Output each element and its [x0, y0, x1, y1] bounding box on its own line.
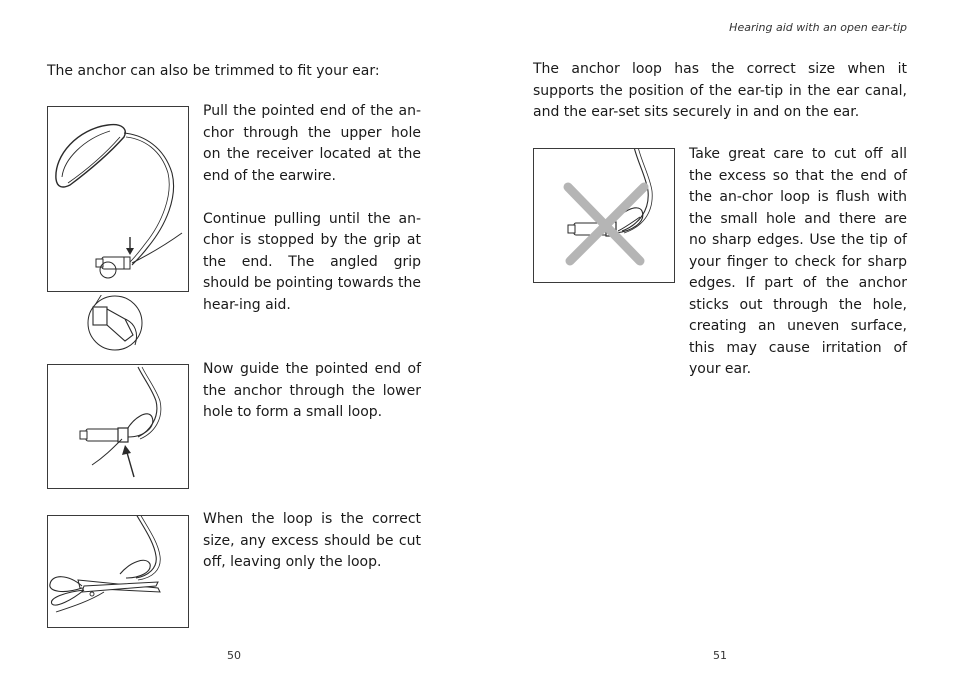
- receiver-zoom-illustration: [85, 295, 145, 353]
- step1-paragraph-1: Pull the pointed end of the an-chor through the upper hole on the receiver located at the end of the earwire.: [203, 103, 421, 184]
- crossed-out-loop-illustration: [534, 149, 674, 282]
- step1-paragraph-2: Continue pulling until the an-chor is stopped by the grip at the end. The angled grip should be pointing towards the hear-ing aid.: [203, 210, 421, 313]
- figure-cut-excess: [47, 515, 189, 628]
- anchor-loop-illustration: [48, 365, 188, 488]
- zoom-detail-circle: [85, 295, 145, 353]
- figure-incorrect-cut: [533, 148, 675, 283]
- left-page-number: 50: [227, 649, 241, 662]
- step1-text: [203, 101, 421, 316]
- step4-text: Take great care to cut off all the excess so that the end of the an-chor loop is flush with the small hole and there are no sharp edges. Use the tip of your finger to check for sharp edges. If part of the anchor sticks out through the hole, creating an uneven surface, this may cause irritation of your ear.: [689, 146, 907, 377]
- hearing-aid-illustration: [48, 107, 188, 291]
- running-header: Hearing aid with an open ear-tip: [729, 21, 907, 34]
- scissors-cutting-illustration: [48, 516, 188, 627]
- right-page-number: 51: [713, 649, 727, 662]
- right-intro-text: The anchor loop has the correct size when it supports the position of the ear-tip in the ear canal, and the ear-set sits securely in and on the ear.: [533, 61, 907, 120]
- step2-text: Now guide the pointed end of the anchor through the lower hole to form a small loop.: [203, 361, 421, 420]
- figure-pull-anchor: [47, 106, 189, 292]
- figure-form-loop: [47, 364, 189, 489]
- left-intro-text: The anchor can also be trimmed to fit your ear:: [47, 63, 380, 79]
- step3-text: When the loop is the correct size, any excess should be cut off, leaving only the loop.: [203, 511, 421, 570]
